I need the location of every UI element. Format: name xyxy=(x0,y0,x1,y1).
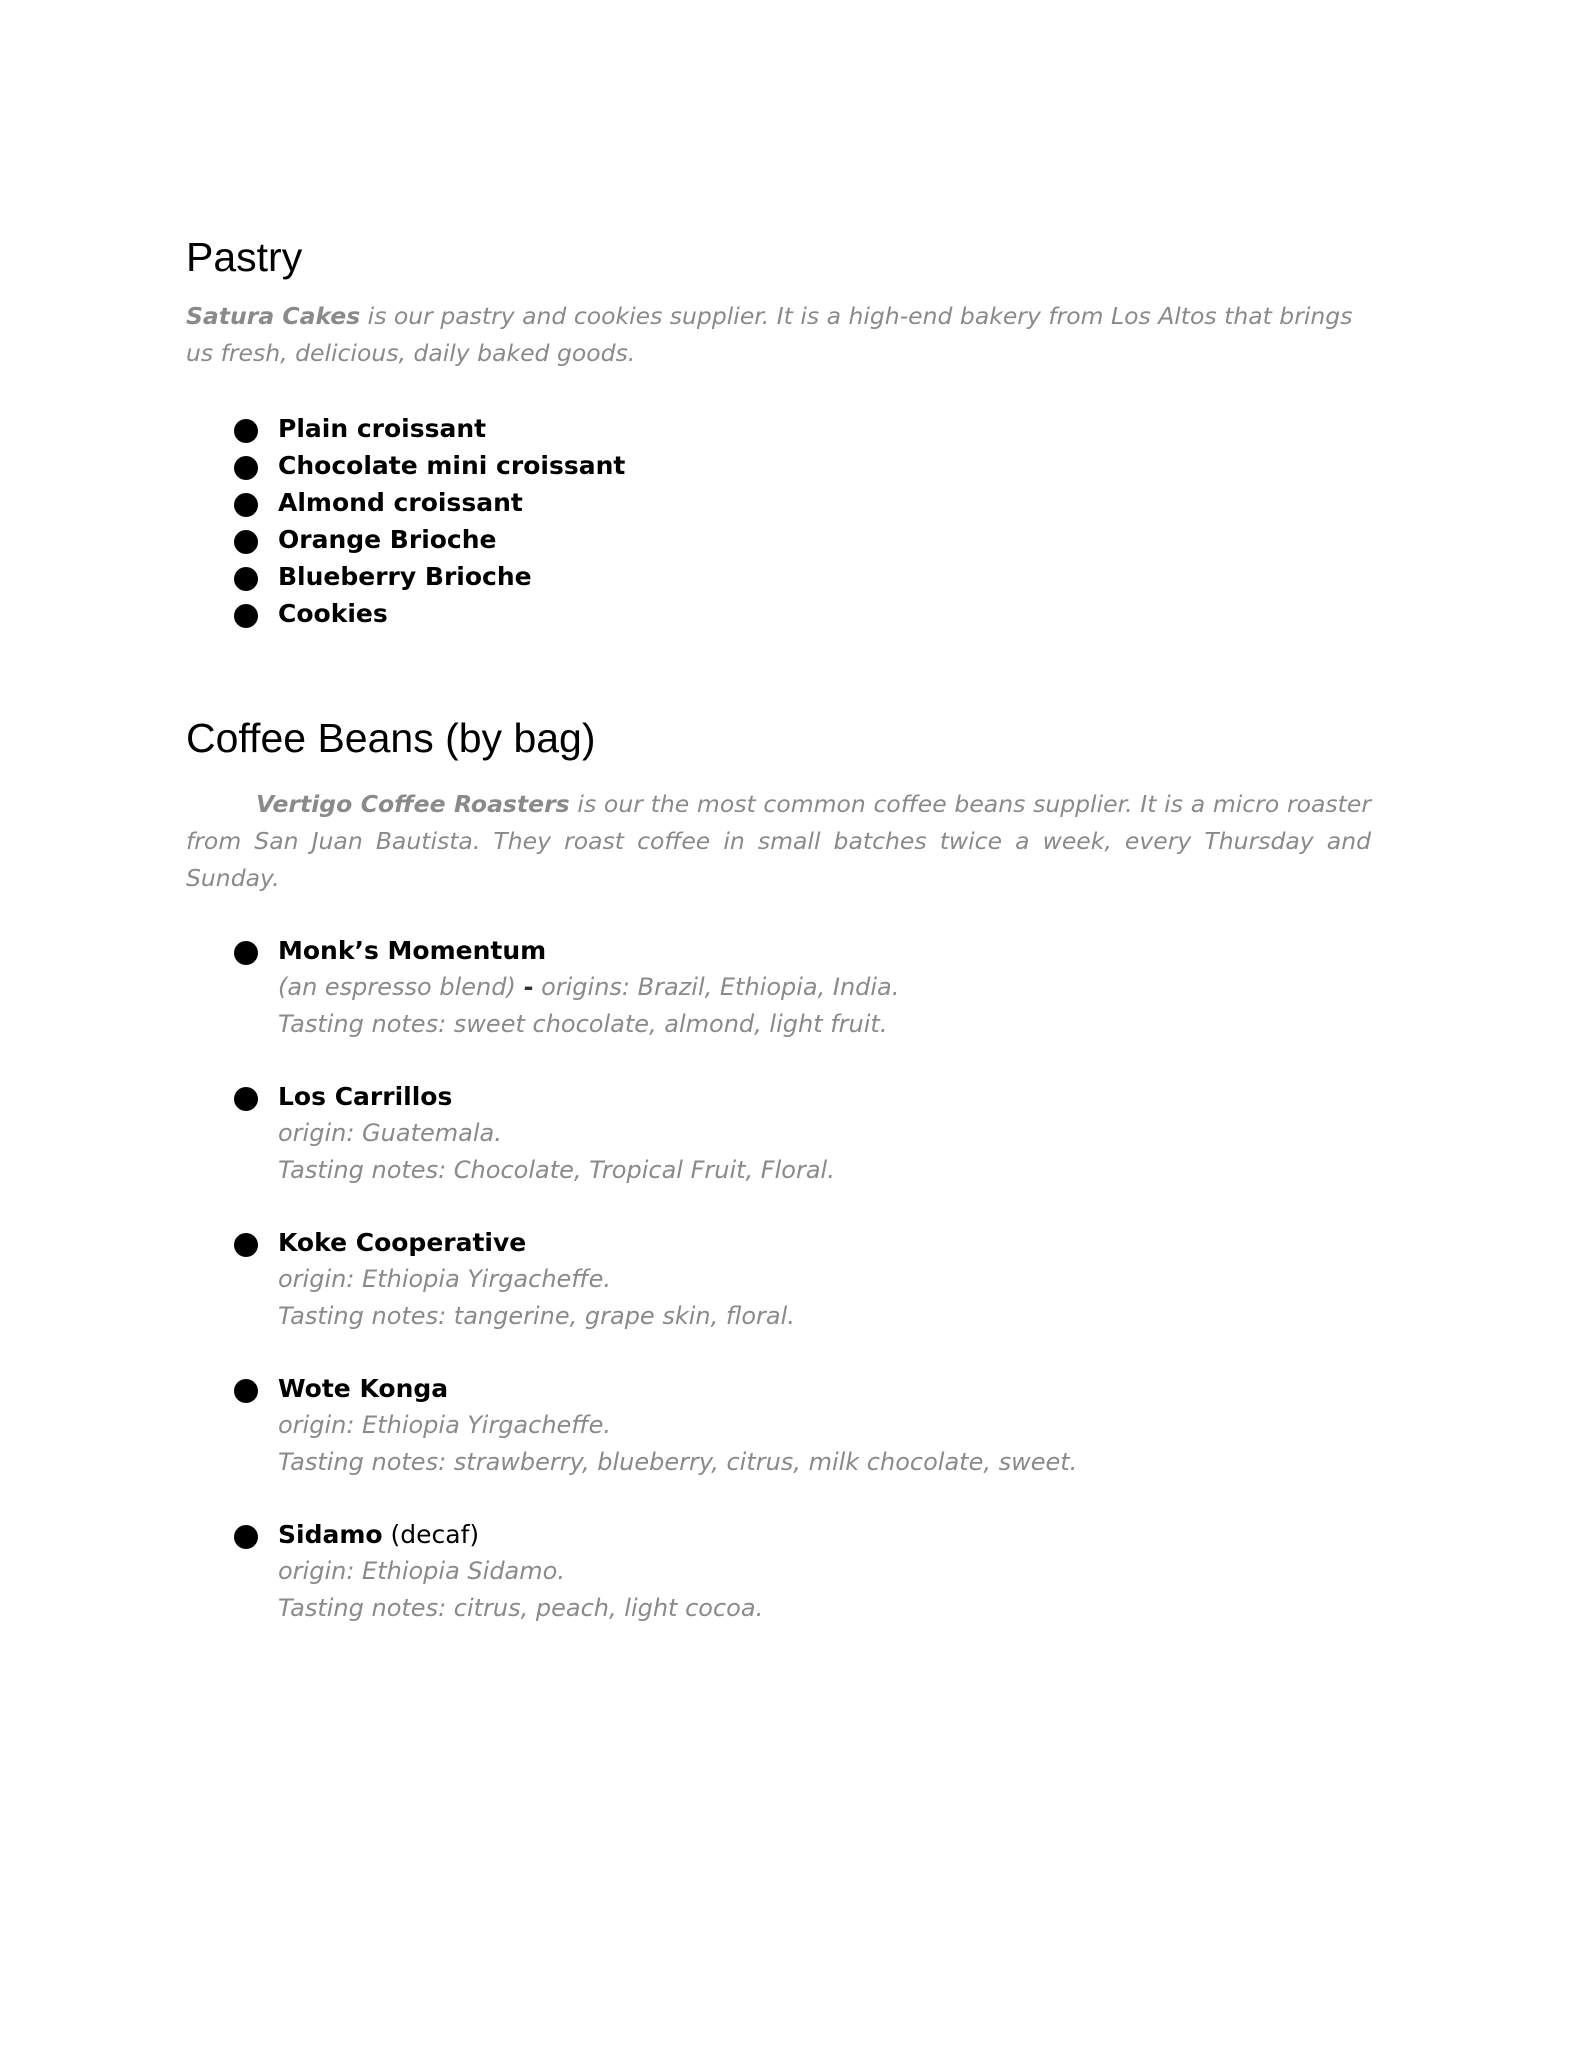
pastry-list xyxy=(234,410,625,632)
bullet-icon xyxy=(234,604,258,628)
coffee-item-wote-konga xyxy=(234,1370,1077,1481)
pastry-item-label: Cookies xyxy=(278,599,388,628)
coffee-name-suffix: (decaf) xyxy=(382,1520,480,1549)
bullet-icon xyxy=(234,567,258,591)
coffee-origin: origin: Ethiopia Yirgacheffe. xyxy=(278,1265,612,1293)
coffee-item-monks-momentum xyxy=(234,932,899,1043)
coffee-origin-text: origins: Brazil, Ethiopia, India. xyxy=(533,973,900,1001)
pastry-supplier: Satura Cakes xyxy=(186,302,361,330)
coffee-name: Sidamo xyxy=(278,1520,383,1549)
coffee-item-koke-cooperative xyxy=(234,1224,795,1335)
pastry-item-label: Orange Brioche xyxy=(278,525,497,554)
list-item xyxy=(234,484,625,521)
bullet-icon xyxy=(234,941,258,965)
coffee-dash: - xyxy=(523,973,534,1001)
coffee-blend-type: (an espresso blend) xyxy=(278,973,524,1001)
bullet-icon xyxy=(234,1379,258,1403)
bullet-icon xyxy=(234,1233,258,1257)
bullet-icon xyxy=(234,1525,258,1549)
coffee-tasting-notes: Tasting notes: citrus, peach, light cocoa. xyxy=(278,1594,764,1622)
bullet-icon xyxy=(234,1087,258,1111)
pastry-heading: Pastry xyxy=(186,234,303,280)
coffee-tasting-notes: Tasting notes: tangerine, grape skin, floral. xyxy=(278,1302,795,1330)
coffee-name: Wote Konga xyxy=(278,1374,449,1403)
coffee-intro-text: is our the most common coffee beans supplier. It is a micro roaster from San Juan Bautista. They roast coffee in small batches twice a week, every Thursday and Sunday. xyxy=(186,790,1371,892)
coffee-origin: origin: Ethiopia Yirgacheffe. xyxy=(278,1411,612,1439)
pastry-item-label: Almond croissant xyxy=(278,488,523,517)
coffee-tasting-notes: Tasting notes: sweet chocolate, almond, light fruit. xyxy=(278,1010,888,1038)
list-item xyxy=(234,558,625,595)
coffee-origin xyxy=(234,969,899,1006)
coffee-intro xyxy=(186,786,1371,897)
bullet-icon xyxy=(234,419,258,443)
list-item xyxy=(234,447,625,484)
pastry-intro xyxy=(186,298,1371,372)
coffee-supplier: Vertigo Coffee Roasters xyxy=(256,790,570,818)
coffee-tasting-notes: Tasting notes: Chocolate, Tropical Fruit, Floral. xyxy=(278,1156,835,1184)
coffee-name: Koke Cooperative xyxy=(278,1228,527,1257)
list-item xyxy=(234,521,625,558)
list-item xyxy=(234,410,625,447)
bullet-icon xyxy=(234,493,258,517)
pastry-item-label: Chocolate mini croissant xyxy=(278,451,626,480)
coffee-item-los-carrillos xyxy=(234,1078,835,1189)
bullet-icon xyxy=(234,456,258,480)
coffee-name: Los Carrillos xyxy=(278,1082,453,1111)
pastry-item-label: Plain croissant xyxy=(278,414,487,443)
coffee-tasting-notes: Tasting notes: strawberry, blueberry, citrus, milk chocolate, sweet. xyxy=(278,1448,1078,1476)
pastry-item-label: Blueberry Brioche xyxy=(278,562,532,591)
coffee-heading: Coffee Beans (by bag) xyxy=(186,715,596,761)
list-item xyxy=(234,595,625,632)
pastry-intro-text: is our pastry and cookies supplier. It is a high-end bakery from Los Altos that brings us fresh, delicious, daily baked goods. xyxy=(186,302,1353,367)
coffee-item-sidamo xyxy=(234,1516,763,1627)
coffee-origin: origin: Ethiopia Sidamo. xyxy=(278,1557,565,1585)
bullet-icon xyxy=(234,530,258,554)
coffee-origin: origin: Guatemala. xyxy=(278,1119,502,1147)
coffee-name: Monk’s Momentum xyxy=(278,936,547,965)
